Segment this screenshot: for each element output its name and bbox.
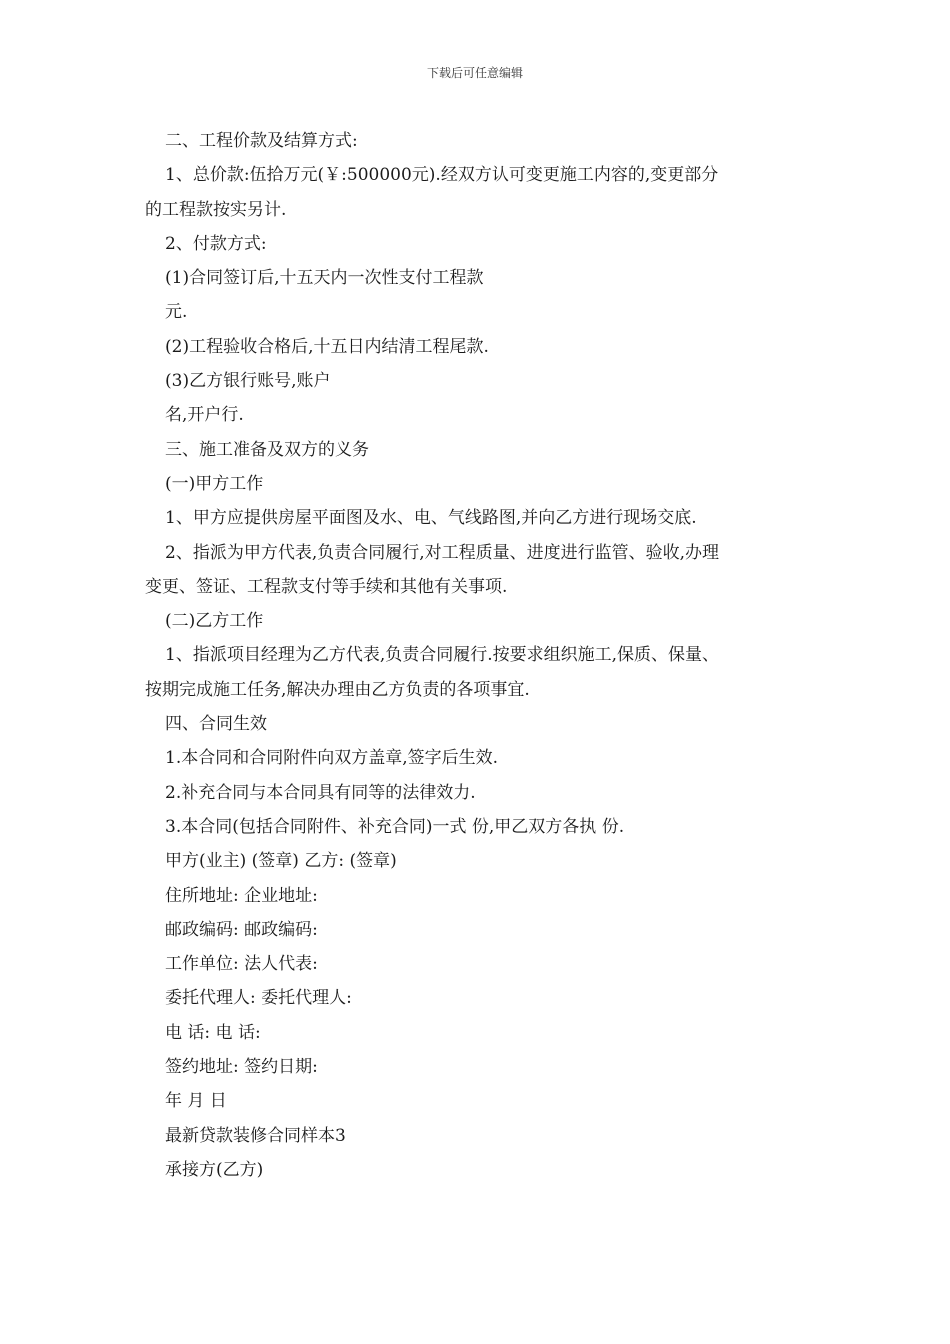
page-header: 下载后可任意编辑 bbox=[426, 66, 523, 80]
paragraph-line: (2)工程验收合格后,十五日内结清工程尾款. bbox=[165, 336, 489, 357]
paragraph-line: 1.本合同和合同附件向双方盖章,签字后生效. bbox=[165, 748, 499, 769]
paragraph-line: 名,开户行. bbox=[165, 405, 244, 426]
document-title-next: 最新贷款装修合同样本3 bbox=[165, 1125, 346, 1146]
paragraph-line: 3.本合同(包括合同附件、补充合同)一式 份,甲乙双方各执 份. bbox=[165, 816, 625, 837]
paragraph-line: 2.补充合同与本合同具有同等的法律效力. bbox=[165, 782, 476, 803]
paragraph-line: 2、付款方式: bbox=[165, 233, 267, 254]
paragraph-line: 1、总价款:伍拾万元(￥:500000元).经双方认可变更施工内容的,变更部分 bbox=[165, 165, 719, 186]
signature-line: 甲方(业主) (签章) 乙方: (签章) bbox=[165, 851, 397, 872]
document-body bbox=[145, 124, 815, 1187]
paragraph-line: (1)合同签订后,十五天内一次性支付工程款 bbox=[165, 268, 484, 289]
section-heading-obligations: 三、施工准备及双方的义务 bbox=[165, 439, 369, 460]
section-heading-effect: 四、合同生效 bbox=[165, 714, 267, 735]
paragraph-line: 变更、签证、工程款支付等手续和其他有关事项. bbox=[145, 576, 508, 597]
signature-line: 住所地址: 企业地址: bbox=[165, 885, 318, 906]
signature-line: 签约地址: 签约日期: bbox=[165, 1057, 318, 1078]
signature-line: 委托代理人: 委托代理人: bbox=[165, 988, 352, 1009]
subsection-heading-party-a: (一)甲方工作 bbox=[165, 473, 264, 494]
paragraph-line: 元. bbox=[165, 302, 188, 323]
signature-line: 电 话: 电 话: bbox=[165, 1022, 261, 1043]
signature-line: 工作单位: 法人代表: bbox=[165, 954, 318, 975]
subsection-heading-party-b: (二)乙方工作 bbox=[165, 611, 264, 632]
paragraph-line: 2、指派为甲方代表,负责合同履行,对工程质量、进度进行监管、验收,办理 bbox=[165, 542, 720, 563]
section-heading-price: 二、工程价款及结算方式: bbox=[165, 131, 358, 151]
paragraph-line: 1、指派项目经理为乙方代表,负责合同履行.按要求组织施工,保质、保量、 bbox=[165, 645, 720, 666]
paragraph-line: 的工程款按实另计. bbox=[145, 199, 287, 220]
date-line: 年 月 日 bbox=[165, 1091, 227, 1112]
signature-line: 邮政编码: 邮政编码: bbox=[165, 919, 318, 940]
paragraph-line: (3)乙方银行账号,账户 bbox=[165, 371, 331, 392]
paragraph-line: 承接方(乙方) bbox=[165, 1159, 264, 1180]
paragraph-line: 按期完成施工任务,解决办理由乙方负责的各项事宜. bbox=[145, 679, 530, 700]
paragraph-line: 1、甲方应提供房屋平面图及水、电、气线路图,并向乙方进行现场交底. bbox=[165, 508, 697, 529]
